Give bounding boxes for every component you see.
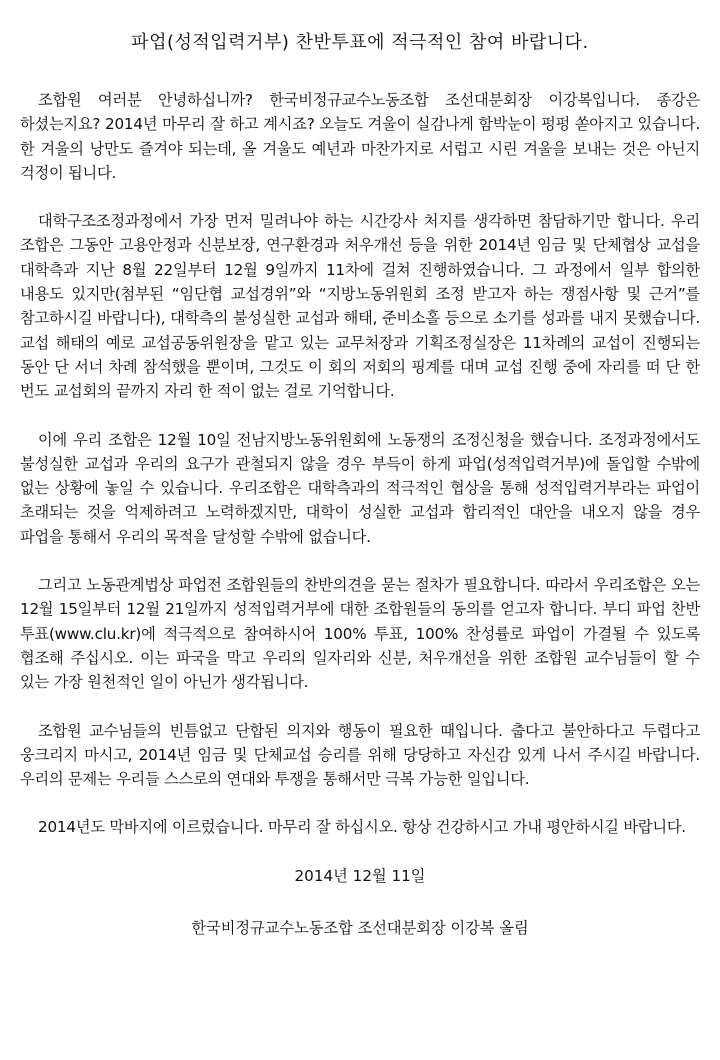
paragraph-strike-vote: 그리고 노동관계법상 파업전 조합원들의 찬반의견을 묻는 절차가 필요합니다. 따라서 우리조합은 오는 12월 15일부터 12월 21일까지 성적입력거부에 대한 조합원들의 동의를 얻고자 합니다. 부디 파업 찬반 투표(www.clu.kr)에 적극적으로 참여하시어 100% 투표, 100% 찬성률로 파업이 가결될 수 있도록 협조해 주십시오. 이는 파국을 막고 우리의 일자리와 신분, 처우개선을 위한 조합원 교수님들이 할 수 있는 가장 원천적인 일이 아닌가 생각됩니다. xyxy=(20,576,700,692)
paragraph-greeting: 조합원 여러분 안녕하십니까? 한국비정규교수노동조합 조선대분회장 이강복입니다. 종강은 하셨는지요? 2014년 마무리 잘 하고 계시죠? 오늘도 겨울이 실감나게 함박눈이 펑펑 쏟아지고 있습니다. 한 겨울의 낭만도 즐겨야 되는데, 올 겨울도 예년과 마찬가지로 서럽고 시린 겨울을 보내는 것은 아닌지 걱정이 됩니다. xyxy=(20,91,700,182)
paragraph-closing: 2014년도 막바지에 이르렀습니다. 마무리 잘 하십시오. 항상 건강하시고 가내 평안하시길 바랍니다. xyxy=(38,818,686,837)
document-date: 2014년 12월 11일 xyxy=(294,866,426,885)
paragraph-mediation-request: 이에 우리 조합은 12월 10일 전남지방노동위원회에 노동쟁의 조정신청을 했습니다. 조정과정에서도 불성실한 교섭과 우리의 요구가 관철되지 않을 경우 부득이 하게 파업(성적입력거부)에 돌입할 수밖에 없는 상황에 놓일 수 있습니다. 우리조합은 대학측과의 적극적인 협상을 통해 성적입력거부라는 파업이 초래되는 것을 억제하려고 노력하겠지만, 대학이 성실한 교섭과 합리적인 대안을 내오지 않을 경우 파업을 통해서 우리의 목적을 달성할 수밖에 없습니다. xyxy=(20,430,700,546)
paragraph-solidarity: 조합원 교수님들의 빈틈없고 단합된 의지와 행동이 필요한 때입니다. 춥다고 불안하다고 두렵다고 웅크리지 마시고, 2014년 임금 및 단체교섭 승리를 위해 당당하고 자신감 있게 나서 주시길 바랍니다. 우리의 문제는 우리들 스스로의 연대와 투쟁을 통해서만 극복 가능한 일입니다. xyxy=(20,721,700,789)
document-signature: 한국비정규교수노동조합 조선대분회장 이강복 올림 xyxy=(191,918,529,937)
paragraph-negotiation-history: 대학구조조정과정에서 가장 먼저 밀려나야 하는 시간강사 처지를 생각하면 참담하기만 합니다. 우리 조합은 그동안 고용안정과 신분보장, 연구환경과 처우개선 등을 위한 2014년 임금 및 단체협상 교섭을 대학측과 지난 8월 22일부터 12월 9일까지 11차에 걸쳐 진행하였습니다. 그 과정에서 일부 합의한 내용도 있지만(첨부된 “임단협 교섭경위”와 “지방노동위원회 조정 받고자 하는 쟁점사항 및 근거”를 참고하시길 바랍니다), 대학측의 불성실한 교섭과 해태, 준비소홀 등으로 소기를 성과를 내지 못했습니다. 교섭 해태의 예로 교섭공동위원장을 맡고 있는 교무처장과 기획조정실장은 11차례의 교섭이 진행되는 동안 단 서너 차례 참석했을 뿐이며, 그것도 이 회의 저회의 핑계를 대며 교섭 진행 중에 자리를 떠 단 한 번도 교섭회의 끝까지 자리 한 적이 없는 걸로 기억합니다. xyxy=(20,212,700,401)
document-title: 파업(성적입력거부) 찬반투표에 적극적인 참여 바랍니다. xyxy=(131,32,589,53)
